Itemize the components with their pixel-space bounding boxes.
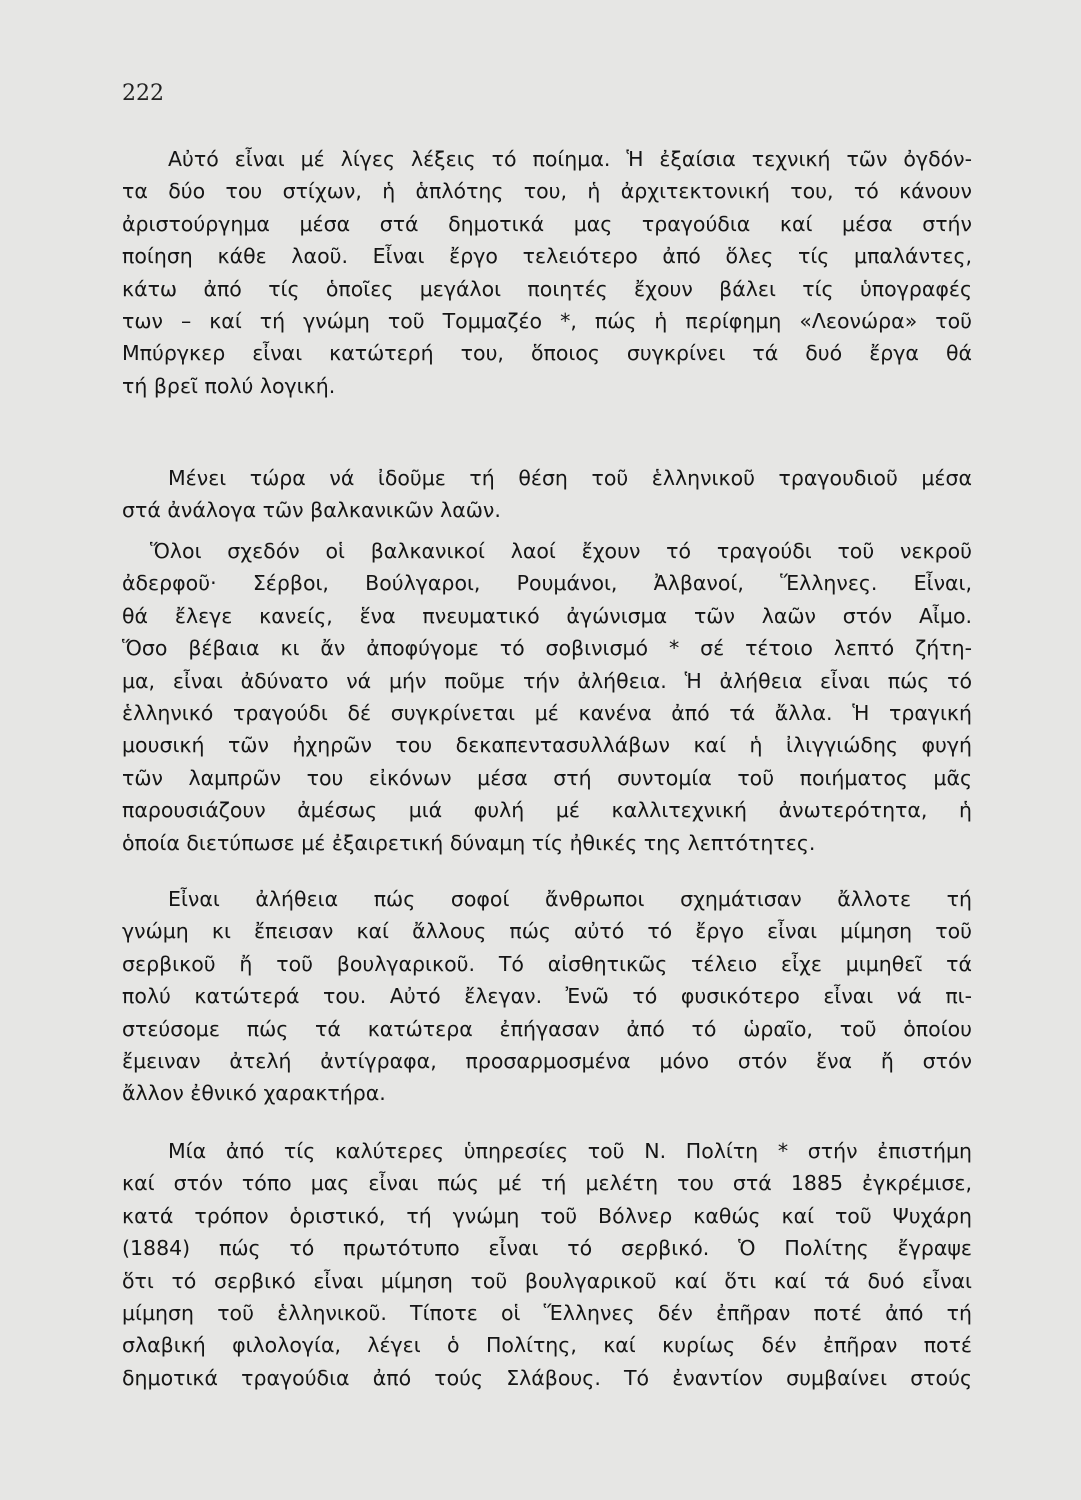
text-line: ἑλληνικό τραγούδι δέ συγκρίνεται μέ κανένα ἀπό τά ἄλλα. Ἡ τραγική xyxy=(122,700,972,725)
text-line: σλαβική φιλολογία, λέγει ὁ Πολίτης, καί κυρίως δέν ἐπῆραν ποτέ xyxy=(122,1333,972,1358)
text-line: Μπύργκερ εἶναι κατώτερή του, ὅποιος συγκρίνει τά δυό ἔργα θά xyxy=(122,341,972,366)
text-line: Ὅσο βέβαια κι ἄν ἀποφύγομε τό σοβινισμό * σέ τέτοιο λεπτό ζήτη- xyxy=(122,636,972,661)
text-line: καί στόν τόπο μας εἶναι πώς μέ τή μελέτη του στά 1885 ἐγκρέμισε, xyxy=(122,1171,972,1196)
text-line: μίμηση τοῦ ἑλληνικοῦ. Τίποτε οἱ Ἕλληνες δέν ἐπῆραν ποτέ ἀπό τή xyxy=(122,1300,972,1325)
text-line: Εἶναι ἀλήθεια πώς σοφοί ἄνθρωποι σχημάτισαν ἄλλοτε τή xyxy=(168,887,972,911)
text-line: τῶν λαμπρῶν του εἰκόνων μέσα στή συντομία τοῦ ποιήματος μᾶς xyxy=(122,765,972,790)
text-line: ἀριστούργημα μέσα στά δημοτικά μας τραγούδια καί μέσα στήν xyxy=(122,211,972,236)
text-line: ἀδερφοῦ· Σέρβοι, Βούλγαροι, Ρουμάνοι, Ἀλβανοί, Ἕλληνες. Εἶναι, xyxy=(122,571,972,596)
text-line: παρουσιάζουν ἀμέσως μιά φυλή μέ καλλιτεχνική ἀνωτερότητα, ἡ xyxy=(122,798,972,823)
text-line: μα, εἶναι ἀδύνατο νά μήν ποῦμε τήν ἀλήθεια. Ἡ ἀλήθεια εἶναι πώς τό xyxy=(122,668,972,693)
text-line: μουσική τῶν ἠχηρῶν του δεκαπεντασυλλάβων καί ἡ ἰλιγγιώδης φυγή xyxy=(122,733,972,758)
text-line: τα δύο του στίχων, ἡ ἁπλότης του, ἡ ἀρχιτεκτονική του, τό κάνουν xyxy=(122,179,972,204)
text-line: κάτω ἀπό τίς ὁποῖες μεγάλοι ποιητές ἔχουν βάλει τίς ὑπογραφές xyxy=(122,276,972,301)
paragraph-1 xyxy=(122,143,972,402)
text-line: σερβικοῦ ἤ τοῦ βουλγαρικοῦ. Τό αἰσθητικῶς τέλειο εἶχε μιμηθεῖ τά xyxy=(122,951,972,976)
text-line: ἄλλον ἐθνικό χαρακτήρα. xyxy=(122,1081,386,1106)
text-line: στεύσομε πώς τά κατώτερα ἐπήγασαν ἀπό τό ὡραῖο, τοῦ ὁποίου xyxy=(122,1016,972,1041)
text-line: ὅτι τό σερβικό εἶναι μίμηση τοῦ βουλγαρικοῦ καί ὅτι καί τά δυό εἶναι xyxy=(122,1268,972,1293)
paragraph-4 xyxy=(122,883,972,1110)
text-line: Μένει τώρα νά ἰδοῦμε τή θέση τοῦ ἑλληνικοῦ τραγουδιοῦ μέσα xyxy=(168,466,972,490)
text-line: (1884) πώς τό πρωτότυπο εἶναι τό σερβικό. Ὁ Πολίτης ἔγραψε xyxy=(122,1236,972,1261)
text-line: θά ἔλεγε κανείς, ἕνα πνευματικό ἀγώνισμα τῶν λαῶν στόν Αἶμο. xyxy=(122,603,972,628)
text-line: ποίηση κάθε λαοῦ. Εἶναι ἔργο τελειότερο ἀπό ὅλες τίς μπαλάντες, xyxy=(122,244,972,269)
paragraph-2 xyxy=(122,462,972,527)
text-line: δημοτικά τραγούδια ἀπό τούς Σλάβους. Τό ἐναντίον συμβαίνει στούς xyxy=(122,1365,972,1390)
text-line: γνώμη κι ἔπεισαν καί ἄλλους πώς αὐτό τό ἔργο εἶναι μίμηση τοῦ xyxy=(122,919,972,944)
text-line: τή βρεῖ πολύ λογική. xyxy=(122,373,336,398)
text-line: ἔμειναν ἀτελή ἀντίγραφα, προσαρμοσμένα μόνο στόν ἕνα ἤ στόν xyxy=(122,1048,972,1073)
text-line: των – καί τή γνώμη τοῦ Τομμαζέο *, πώς ἡ περίφημη «Λεονώρα» τοῦ xyxy=(122,308,972,333)
text-line: ὁποία διετύπωσε μέ ἐξαιρετική δύναμη τίς ἠθικές της λεπτότητες. xyxy=(122,830,816,855)
paragraph-5 xyxy=(122,1135,972,1394)
text-line: Ὅλοι σχεδόν οἱ βαλκανικοί λαοί ἔχουν τό τραγούδι τοῦ νεκροῦ xyxy=(150,539,972,563)
page-number: 222 xyxy=(122,81,164,106)
paragraph-3 xyxy=(122,535,972,859)
text-line: Μία ἀπό τίς καλύτερες ὑπηρεσίες τοῦ Ν. Πολίτη * στήν ἐπιστήμη xyxy=(168,1139,972,1163)
text-line: Αὐτό εἶναι μέ λίγες λέξεις τό ποίημα. Ἡ ἐξαίσια τεχνική τῶν ὀγδόν- xyxy=(168,147,972,171)
text-line: πολύ κατώτερά του. Αὐτό ἔλεγαν. Ἐνῶ τό φυσικότερο εἶναι νά πι- xyxy=(122,984,972,1009)
text-line: στά ἀνάλογα τῶν βαλκανικῶν λαῶν. xyxy=(122,498,501,523)
text-line: κατά τρόπον ὁριστικό, τή γνώμη τοῦ Βόλνερ καθώς καί τοῦ Ψυχάρη xyxy=(122,1203,972,1228)
